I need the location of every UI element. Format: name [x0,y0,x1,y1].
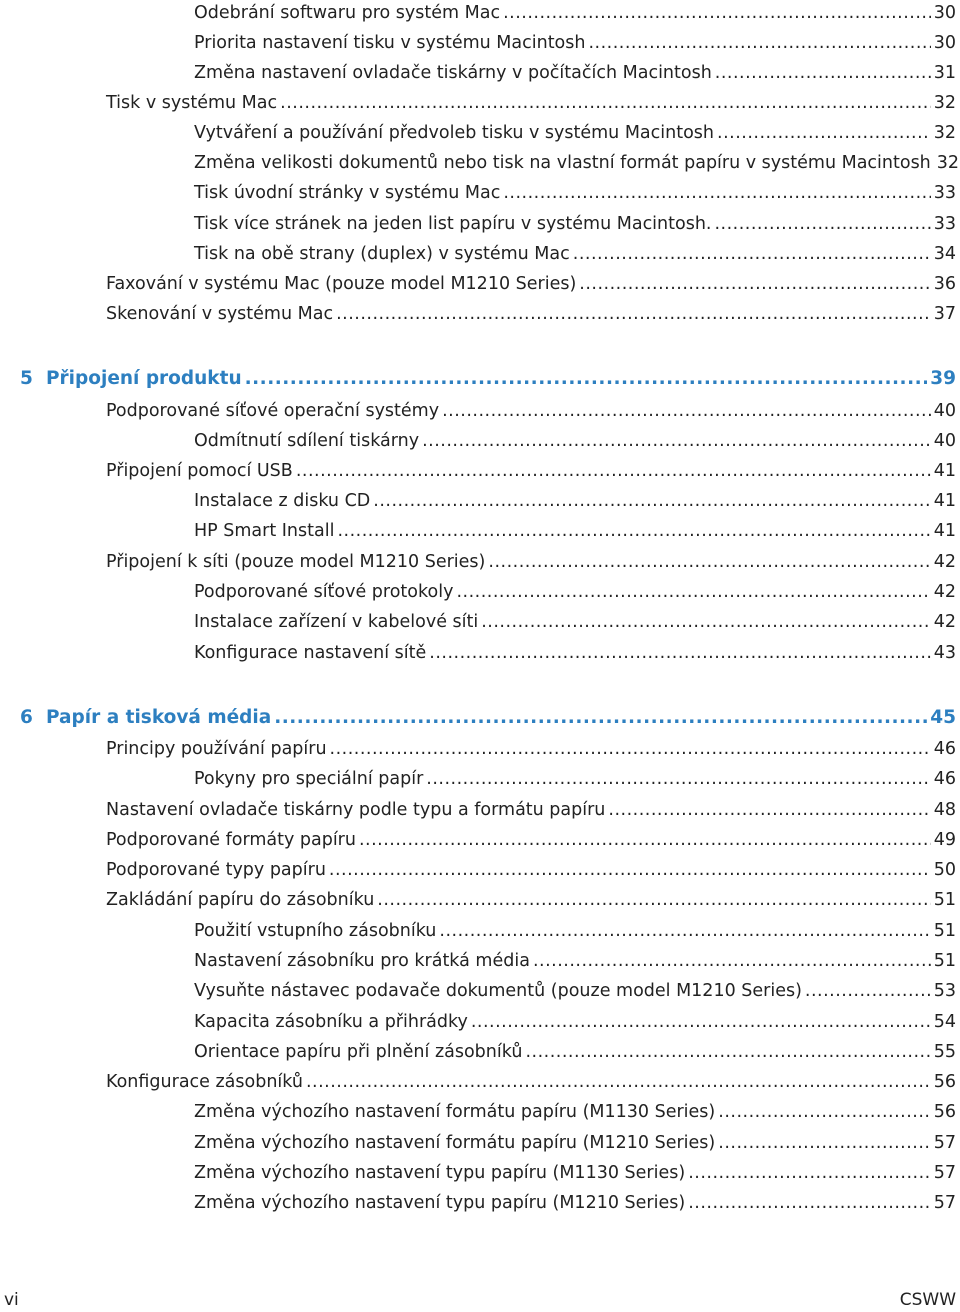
toc-title: Nastavení ovladače tiskárny podle typu a formátu papíru [106,800,606,820]
toc-page-number: 57 [933,1133,956,1153]
toc-entry[interactable] [194,488,956,514]
toc-page-number: 46 [933,739,956,759]
toc-title: Změna nastavení ovladače tiskárny v počítačích Macintosh [194,63,712,83]
toc-entry[interactable] [106,857,956,883]
chapter-number: 5 [20,368,33,389]
toc-page-number: 49 [933,830,956,850]
toc-page-number: 54 [933,1012,956,1032]
dot-leader [245,366,928,392]
footer-label: CSWW [899,1290,956,1310]
dot-leader [715,60,931,86]
toc-title: Vysuňte nástavec podavače dokumentů (pouze model M1210 Series) [194,981,802,1001]
dot-leader [442,398,931,424]
toc-title: Změna výchozího nastavení typu papíru (M1130 Series) [194,1163,686,1183]
toc-title: Zakládání papíru do zásobníku [106,890,375,910]
dot-leader [579,271,930,297]
toc-page-number: 39 [930,368,956,389]
toc-title: Změna výchozího nastavení formátu papíru (M1130 Series) [194,1102,716,1122]
toc-entry[interactable] [194,1009,956,1035]
toc-title: Tisk na obě strany (duplex) v systému Mac [194,244,570,264]
toc-title: Pokyny pro speciální papír [194,769,424,789]
dot-leader [306,1069,931,1095]
dot-leader [426,766,930,792]
dot-leader [503,0,931,26]
toc-entry[interactable] [106,271,956,297]
toc-title: Změna výchozího nastavení formátu papíru (M1210 Series) [194,1133,716,1153]
toc-title: Orientace papíru při plnění zásobníků [194,1042,523,1062]
dot-leader [471,1009,931,1035]
toc-title: Připojení pomocí USB [106,461,293,481]
toc-page-number: 42 [933,582,956,602]
dot-leader [588,30,930,56]
toc-entry[interactable] [194,1190,956,1216]
toc-entry[interactable] [194,978,956,1004]
dot-leader [274,705,927,731]
toc-entry[interactable] [106,1069,956,1095]
toc-entry[interactable] [194,579,956,605]
dot-leader [503,180,930,206]
dot-leader [337,518,930,544]
toc-entry[interactable] [106,90,956,116]
toc-entry[interactable] [194,180,956,206]
toc-entry[interactable] [194,948,956,974]
toc-title: Odmítnutí sdílení tiskárny [194,431,420,451]
toc-entry[interactable] [194,428,956,454]
footer-page-number: vi [4,1290,19,1310]
toc-page-number: 41 [933,461,956,481]
dot-leader [280,90,931,116]
dot-leader [359,827,931,853]
toc-entry[interactable] [106,797,956,823]
toc-title: Připojení produktu [46,368,242,389]
dot-leader [481,609,930,635]
toc-title: Tisk více stránek na jeden list papíru v systému Macintosh. [194,214,712,234]
toc-entry[interactable] [194,120,956,146]
toc-entry[interactable] [194,30,956,56]
toc-chapter[interactable] [20,705,956,731]
toc-page-number: 50 [933,860,956,880]
toc-entry[interactable] [194,1099,956,1125]
toc-page-number: 55 [933,1042,956,1062]
toc-entry[interactable] [194,518,956,544]
dot-leader [573,241,931,267]
toc-title: Instalace z disku CD [194,491,371,511]
toc-entry[interactable] [194,609,956,635]
toc-page-number: 32 [933,93,956,113]
dot-leader [296,458,931,484]
toc-page-number: 48 [933,800,956,820]
toc-page-number: 30 [933,33,956,53]
toc-title: Konfigurace nastavení sítě [194,643,427,663]
toc-entry[interactable] [194,0,956,26]
toc-title: Principy používání papíru [106,739,327,759]
toc-entry[interactable] [106,398,956,424]
dot-leader [456,579,930,605]
toc-title: Podporované formáty papíru [106,830,356,850]
dot-leader [377,887,930,913]
toc-title: Skenování v systému Mac [106,304,334,324]
toc-page-number: 32 [936,153,960,173]
toc-title: Připojení k síti (pouze model M1210 Series) [106,552,486,572]
dot-leader [533,948,931,974]
toc-entry[interactable] [194,241,956,267]
toc-page-number: 56 [933,1102,956,1122]
toc-title: Tisk v systému Mac [106,93,278,113]
toc-title: Vytváření a používání předvoleb tisku v systému Macintosh [194,123,714,143]
chapter-number: 6 [20,707,33,728]
toc-title: Nastavení zásobníku pro krátká média [194,951,530,971]
toc-entry[interactable] [194,211,956,237]
dot-leader [718,1099,930,1125]
dot-leader [718,1130,930,1156]
toc-page-number: 40 [933,431,956,451]
toc-page-number: 33 [933,214,956,234]
toc-page-number: 37 [933,304,956,324]
toc-page-number: 40 [933,401,956,421]
dot-leader [714,211,930,237]
toc-page-number: 57 [933,1193,956,1213]
toc-entry[interactable] [106,736,956,762]
toc-entry[interactable] [194,1160,956,1186]
toc-page-number: 43 [933,643,956,663]
dot-leader [439,918,930,944]
toc-title: Podporované síťové protokoly [194,582,454,602]
dot-leader [429,640,930,666]
toc-title: Priorita nastavení tisku v systému Macintosh [194,33,586,53]
toc-page-number: 31 [933,63,956,83]
toc-title: Instalace zařízení v kabelové síti [194,612,479,632]
toc-title: Odebrání softwaru pro systém Mac [194,3,501,23]
dot-leader [525,1039,930,1065]
toc-title: Podporované typy papíru [106,860,326,880]
toc-page-number: 45 [930,707,956,728]
toc-title: Faxování v systému Mac (pouze model M1210 Series) [106,274,577,294]
toc-page-number: 57 [933,1163,956,1183]
toc-entry[interactable] [106,458,956,484]
toc-page-number: 53 [933,981,956,1001]
toc-entry[interactable] [194,150,960,176]
toc-page-number: 30 [933,3,956,23]
dot-leader [422,428,931,454]
toc-entry[interactable] [106,301,956,327]
toc-chapter[interactable] [20,366,956,392]
toc-page-number: 51 [933,890,956,910]
toc-entry[interactable] [106,887,956,913]
toc-entry[interactable] [194,1130,956,1156]
toc-page-number: 51 [933,951,956,971]
dot-leader [488,549,930,575]
toc-page-number: 41 [933,491,956,511]
toc-title: Změna velikosti dokumentů nebo tisk na vlastní formát papíru v systému Macintosh [194,153,931,173]
dot-leader [717,120,931,146]
toc-title: Tisk úvodní stránky v systému Mac [194,183,501,203]
dot-leader [805,978,931,1004]
toc-title: Použití vstupního zásobníku [194,921,437,941]
toc-title: HP Smart Install [194,521,335,541]
toc-entry[interactable] [106,549,956,575]
toc-page-number: 51 [933,921,956,941]
toc-page-number: 46 [933,769,956,789]
toc-page-number: 56 [933,1072,956,1092]
toc-title: Konfigurace zásobníků [106,1072,303,1092]
toc-entry[interactable] [194,1039,956,1065]
toc-page-number: 36 [933,274,956,294]
dot-leader [336,301,931,327]
toc-title: Papír a tisková média [46,707,272,728]
dot-leader [373,488,930,514]
toc-page-number: 33 [933,183,956,203]
toc-page-number: 41 [933,521,956,541]
toc-page-number: 32 [933,123,956,143]
dot-leader [688,1160,931,1186]
dot-leader [329,857,931,883]
toc-page-number: 42 [933,612,956,632]
dot-leader [688,1190,931,1216]
dot-leader [608,797,930,823]
toc-entry[interactable] [106,827,956,853]
toc-entry[interactable] [194,766,956,792]
toc-title: Změna výchozího nastavení typu papíru (M1210 Series) [194,1193,686,1213]
toc-title: Kapacita zásobníku a přihrádky [194,1012,468,1032]
toc-page-number: 42 [933,552,956,572]
dot-leader [330,736,931,762]
toc-title: Podporované síťové operační systémy [106,401,440,421]
toc-entry[interactable] [194,60,956,86]
toc-page-number: 34 [933,244,956,264]
toc-entry[interactable] [194,918,956,944]
toc-entry[interactable] [194,640,956,666]
